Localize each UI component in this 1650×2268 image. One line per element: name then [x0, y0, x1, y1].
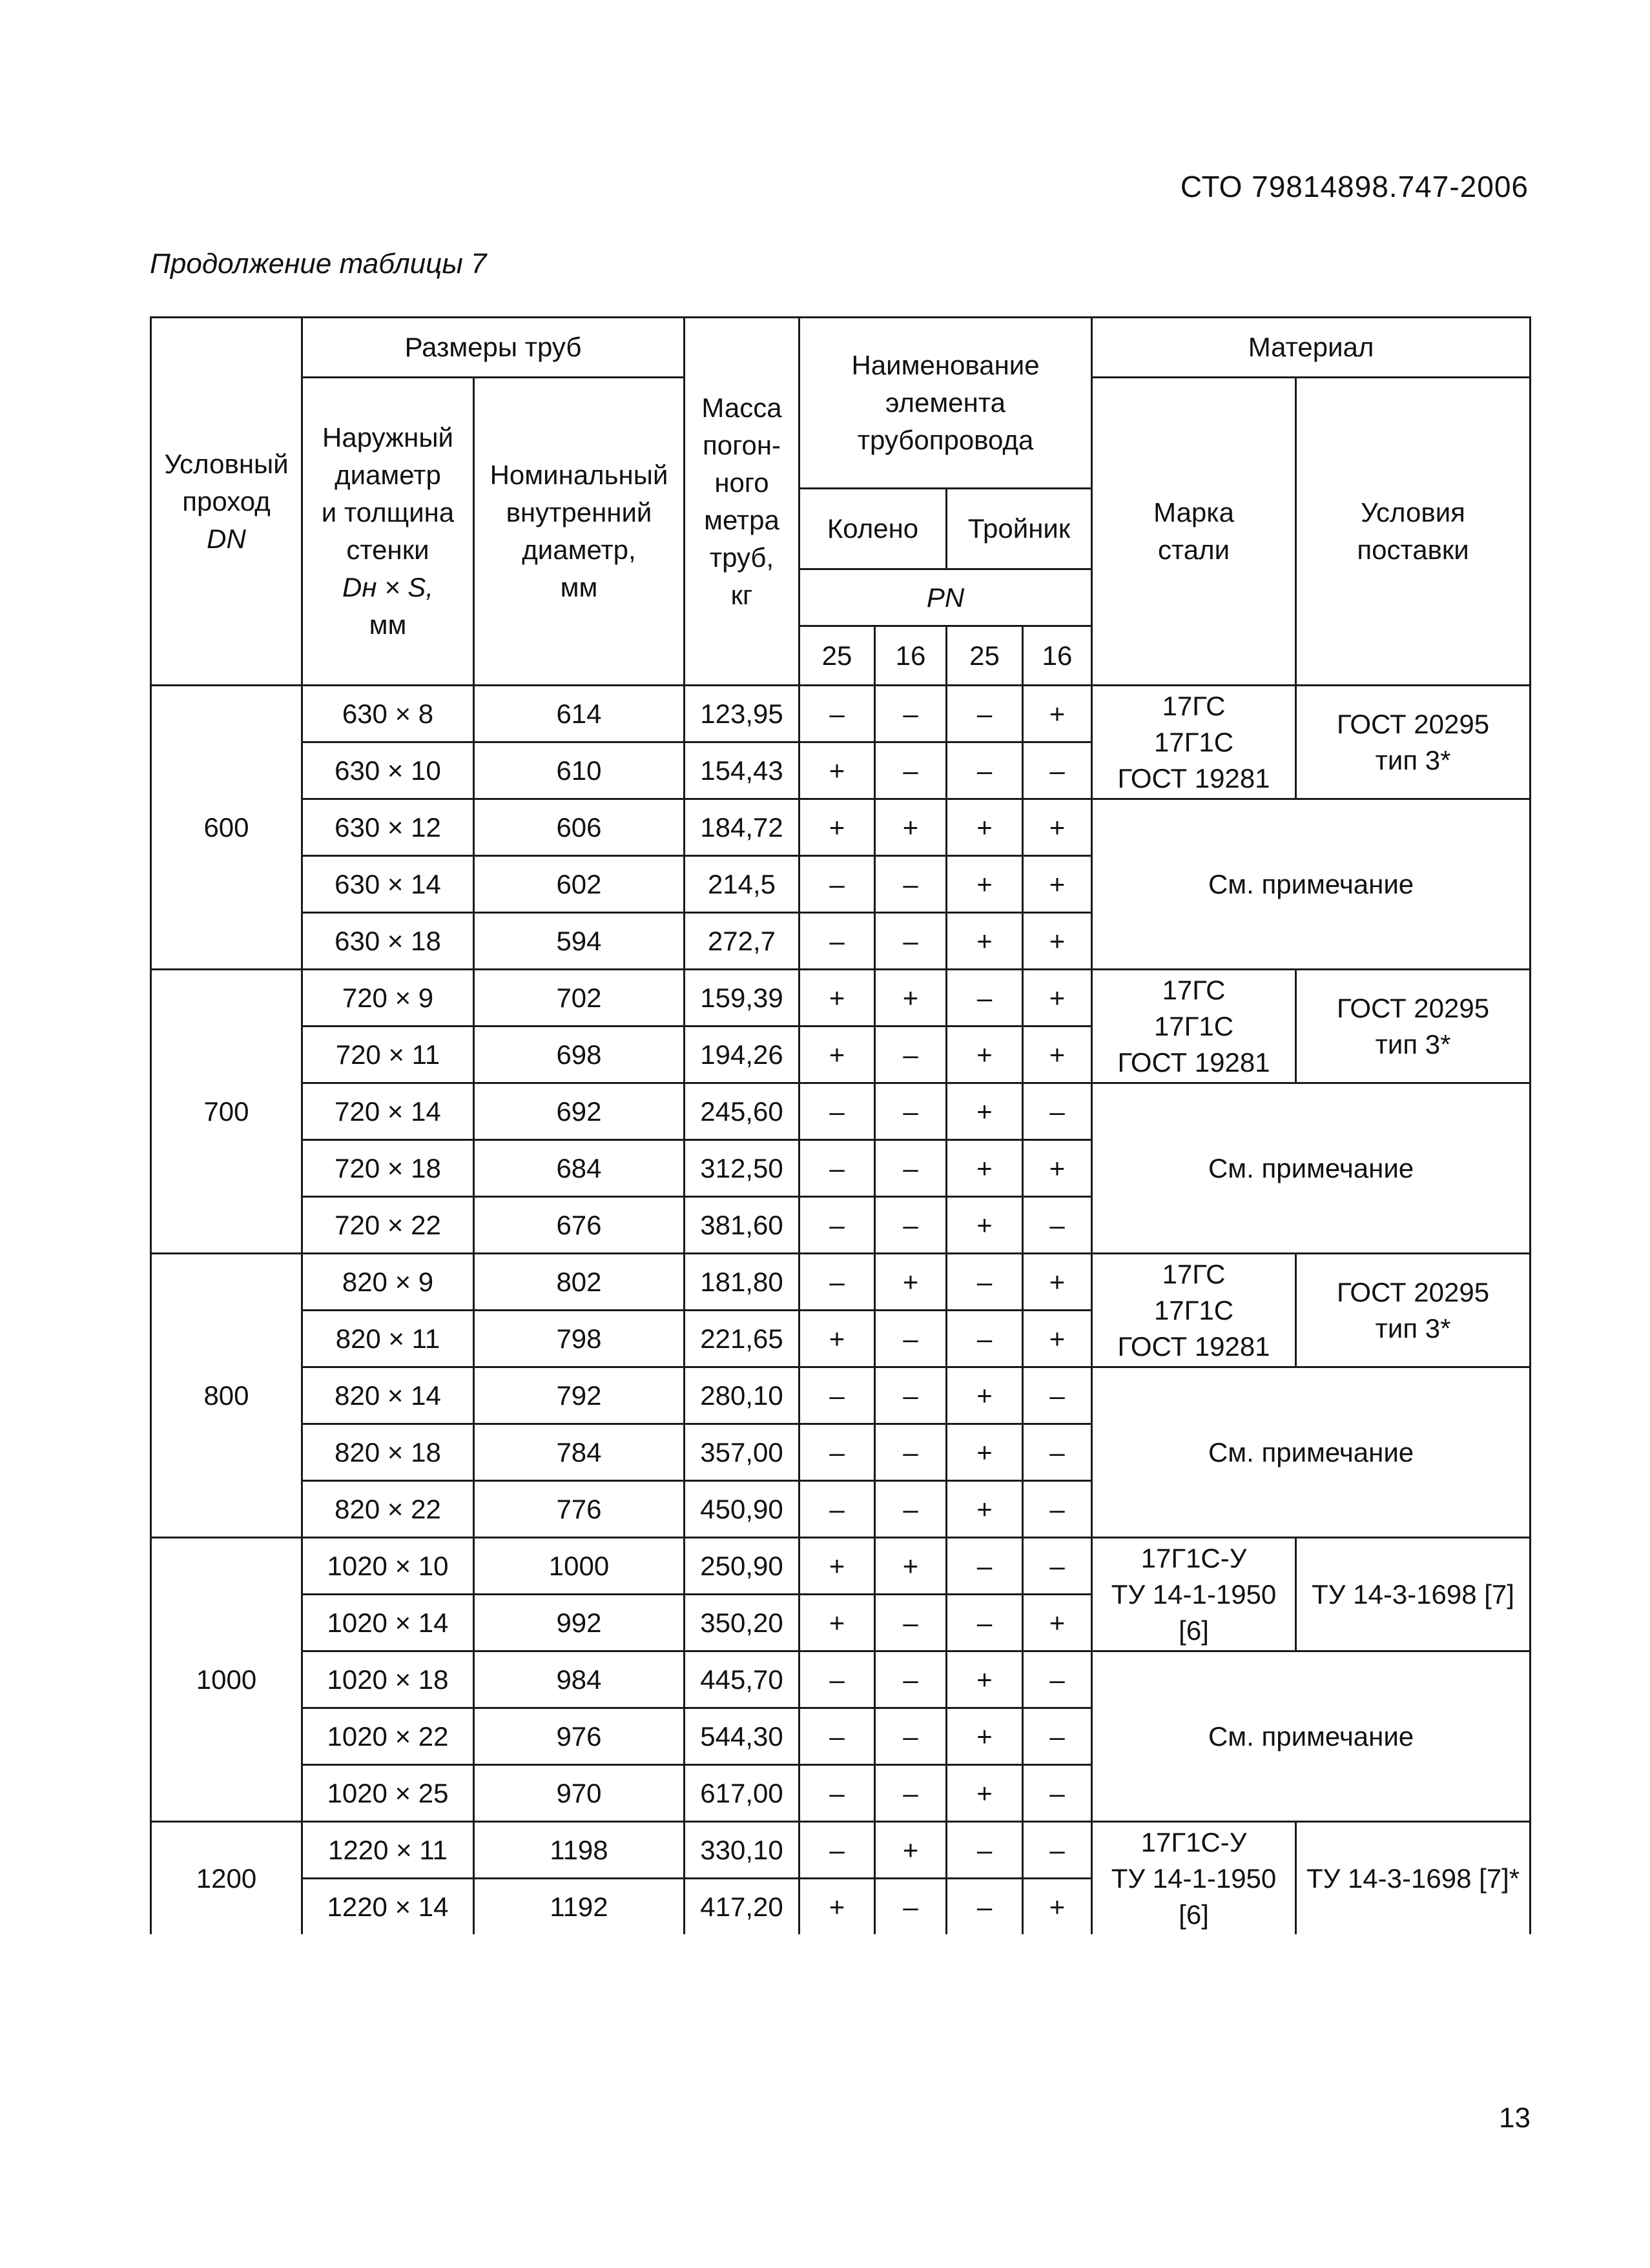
outer-size-cell: 630 × 18 [302, 913, 474, 970]
element-mark-cell: + [875, 1822, 947, 1879]
outer-size-cell: 720 × 18 [302, 1140, 474, 1197]
element-mark-cell: – [799, 686, 875, 742]
note-cell: См. примечание [1092, 1367, 1531, 1538]
dn-cell: 700 [151, 970, 302, 1254]
mass-cell: 159,39 [685, 970, 799, 1027]
element-mark-cell: + [947, 1481, 1023, 1538]
outer-size-cell: 820 × 22 [302, 1481, 474, 1538]
element-mark-cell: – [875, 1311, 947, 1367]
document-code: СТО 79814898.747-2006 [1180, 170, 1529, 203]
table-caption: Продолжение таблицы 7 [150, 248, 487, 280]
note-cell: См. примечание [1092, 1651, 1531, 1822]
element-mark-cell: + [947, 1140, 1023, 1197]
table-row [151, 1822, 1531, 1879]
element-mark-cell: + [947, 1765, 1023, 1822]
element-mark-cell: + [1023, 970, 1092, 1027]
table-row [151, 1538, 1531, 1595]
table-row [151, 1254, 1531, 1311]
element-mark-cell: – [947, 686, 1023, 742]
outer-size-cell: 630 × 8 [302, 686, 474, 742]
header-pipe-sizes: Размеры труб [302, 318, 685, 378]
element-mark-cell: – [799, 1197, 875, 1254]
inner-diameter-cell: 698 [474, 1027, 685, 1083]
inner-diameter-cell: 614 [474, 686, 685, 742]
mass-cell: 417,20 [685, 1879, 799, 1935]
element-mark-cell: – [799, 1765, 875, 1822]
element-mark-cell: + [875, 1254, 947, 1311]
outer-size-cell: 1220 × 11 [302, 1822, 474, 1879]
element-mark-cell: – [799, 1651, 875, 1708]
outer-size-cell: 820 × 11 [302, 1311, 474, 1367]
outer-size-cell: 1020 × 25 [302, 1765, 474, 1822]
element-mark-cell: + [875, 799, 947, 856]
inner-diameter-cell: 602 [474, 856, 685, 913]
header-pn: PN [799, 569, 1092, 626]
element-mark-cell: – [875, 1595, 947, 1651]
outer-size-cell: 720 × 11 [302, 1027, 474, 1083]
supply-conditions-cell: ГОСТ 20295 тип 3* [1296, 1254, 1531, 1367]
element-mark-cell: – [947, 1595, 1023, 1651]
header-inner: Номинальный внутренний диаметр, мм [474, 378, 685, 686]
outer-size-cell: 720 × 22 [302, 1197, 474, 1254]
element-mark-cell: – [875, 1424, 947, 1481]
inner-diameter-cell: 702 [474, 970, 685, 1027]
header-elbow: Колено [799, 489, 947, 569]
element-mark-cell: + [1023, 913, 1092, 970]
element-mark-cell: – [875, 1367, 947, 1424]
element-mark-cell: – [1023, 1765, 1092, 1822]
element-mark-cell: + [1023, 1254, 1092, 1311]
element-mark-cell: – [875, 1027, 947, 1083]
element-mark-cell: – [947, 1254, 1023, 1311]
inner-diameter-cell: 594 [474, 913, 685, 970]
element-mark-cell: – [799, 1083, 875, 1140]
supply-conditions-cell: ГОСТ 20295 тип 3* [1296, 970, 1531, 1083]
table-header [151, 318, 1531, 686]
element-mark-cell: + [1023, 856, 1092, 913]
element-mark-cell: – [875, 686, 947, 742]
element-mark-cell: + [947, 856, 1023, 913]
inner-diameter-cell: 784 [474, 1424, 685, 1481]
header-pn-value: 25 [799, 626, 875, 686]
outer-size-cell: 1020 × 10 [302, 1538, 474, 1595]
element-mark-cell: – [1023, 1481, 1092, 1538]
header-dn: Условный проход DN [151, 318, 302, 686]
element-mark-cell: + [875, 1538, 947, 1595]
element-mark-cell: – [799, 856, 875, 913]
element-mark-cell: – [947, 1879, 1023, 1935]
outer-size-cell: 820 × 14 [302, 1367, 474, 1424]
element-mark-cell: + [799, 1538, 875, 1595]
mass-cell: 194,26 [685, 1027, 799, 1083]
table-body [151, 686, 1531, 1935]
steel-grade-cell: 17ГС 17Г1С ГОСТ 19281 [1092, 686, 1296, 799]
element-mark-cell: + [947, 1027, 1023, 1083]
inner-diameter-cell: 976 [474, 1708, 685, 1765]
mass-cell: 272,7 [685, 913, 799, 970]
note-cell: См. примечание [1092, 1083, 1531, 1254]
element-mark-cell: – [875, 1481, 947, 1538]
mass-cell: 154,43 [685, 742, 799, 799]
mass-cell: 123,95 [685, 686, 799, 742]
element-mark-cell: – [799, 1254, 875, 1311]
steel-grade-cell: 17ГС 17Г1С ГОСТ 19281 [1092, 1254, 1296, 1367]
element-mark-cell: – [947, 1311, 1023, 1367]
table-row [151, 686, 1531, 742]
page-number: 13 [1499, 2102, 1531, 2134]
mass-cell: 350,20 [685, 1595, 799, 1651]
header-supply: Условия поставки [1296, 378, 1531, 686]
element-mark-cell: – [875, 742, 947, 799]
element-mark-cell: – [875, 1765, 947, 1822]
inner-diameter-cell: 692 [474, 1083, 685, 1140]
element-mark-cell: – [799, 1367, 875, 1424]
header-pn-value: 16 [1023, 626, 1092, 686]
element-mark-cell: – [947, 1538, 1023, 1595]
dn-cell: 1000 [151, 1538, 302, 1822]
element-mark-cell: + [799, 1027, 875, 1083]
element-mark-cell: + [799, 1311, 875, 1367]
element-mark-cell: + [947, 1367, 1023, 1424]
element-mark-cell: – [875, 1197, 947, 1254]
mass-cell: 280,10 [685, 1367, 799, 1424]
element-mark-cell: – [947, 742, 1023, 799]
element-mark-cell: + [799, 970, 875, 1027]
element-mark-cell: + [947, 1197, 1023, 1254]
element-mark-cell: – [875, 1708, 947, 1765]
element-mark-cell: – [799, 1140, 875, 1197]
element-mark-cell: – [875, 1140, 947, 1197]
inner-diameter-cell: 992 [474, 1595, 685, 1651]
element-mark-cell: – [1023, 1083, 1092, 1140]
element-mark-cell: + [799, 1595, 875, 1651]
inner-diameter-cell: 676 [474, 1197, 685, 1254]
element-mark-cell: + [1023, 1027, 1092, 1083]
inner-diameter-cell: 984 [474, 1651, 685, 1708]
element-mark-cell: + [1023, 686, 1092, 742]
element-mark-cell: – [875, 913, 947, 970]
steel-grade-cell: 17ГС 17Г1С ГОСТ 19281 [1092, 970, 1296, 1083]
element-mark-cell: – [1023, 1651, 1092, 1708]
mass-cell: 544,30 [685, 1708, 799, 1765]
outer-size-cell: 820 × 18 [302, 1424, 474, 1481]
mass-cell: 330,10 [685, 1822, 799, 1879]
inner-diameter-cell: 1192 [474, 1879, 685, 1935]
element-mark-cell: – [799, 1822, 875, 1879]
mass-cell: 312,50 [685, 1140, 799, 1197]
supply-conditions-cell: ТУ 14-3-1698 [7] [1296, 1538, 1531, 1651]
outer-size-cell: 1020 × 22 [302, 1708, 474, 1765]
steel-grade-cell: 17Г1С-У ТУ 14-1-1950 [6] [1092, 1822, 1296, 1935]
outer-size-cell: 630 × 14 [302, 856, 474, 913]
element-mark-cell: – [875, 1651, 947, 1708]
mass-cell: 245,60 [685, 1083, 799, 1140]
supply-conditions-cell: ГОСТ 20295 тип 3* [1296, 686, 1531, 799]
element-mark-cell: + [799, 1879, 875, 1935]
element-mark-cell: – [799, 1708, 875, 1765]
element-mark-cell: – [1023, 1822, 1092, 1879]
header-pn-value: 16 [875, 626, 947, 686]
header-steel: Марка стали [1092, 378, 1296, 686]
table-row [151, 970, 1531, 1027]
element-mark-cell: – [1023, 1367, 1092, 1424]
inner-diameter-cell: 792 [474, 1367, 685, 1424]
element-mark-cell: + [1023, 799, 1092, 856]
table-row [151, 1083, 1531, 1140]
element-mark-cell: – [799, 913, 875, 970]
dn-cell: 800 [151, 1254, 302, 1538]
header-element: Наименование элемента трубопровода [799, 318, 1092, 489]
inner-diameter-cell: 606 [474, 799, 685, 856]
mass-cell: 445,70 [685, 1651, 799, 1708]
steel-grade-cell: 17Г1С-У ТУ 14-1-1950 [6] [1092, 1538, 1296, 1651]
header-outer: Наружный диаметр и толщина стенки Dн × S, мм [302, 378, 474, 686]
element-mark-cell: – [947, 970, 1023, 1027]
element-mark-cell: – [875, 856, 947, 913]
outer-size-cell: 630 × 12 [302, 799, 474, 856]
element-mark-cell: – [1023, 742, 1092, 799]
element-mark-cell: – [875, 1879, 947, 1935]
mass-cell: 357,00 [685, 1424, 799, 1481]
mass-cell: 250,90 [685, 1538, 799, 1595]
mass-cell: 617,00 [685, 1765, 799, 1822]
dn-cell: 1200 [151, 1822, 302, 1935]
element-mark-cell: – [947, 1822, 1023, 1879]
mass-cell: 221,65 [685, 1311, 799, 1367]
inner-diameter-cell: 970 [474, 1765, 685, 1822]
table-row [151, 1367, 1531, 1424]
inner-diameter-cell: 798 [474, 1311, 685, 1367]
element-mark-cell: + [947, 799, 1023, 856]
inner-diameter-cell: 1000 [474, 1538, 685, 1595]
element-mark-cell: + [1023, 1879, 1092, 1935]
mass-cell: 181,80 [685, 1254, 799, 1311]
outer-size-cell: 720 × 14 [302, 1083, 474, 1140]
header-tee: Тройник [947, 489, 1092, 569]
element-mark-cell: – [1023, 1197, 1092, 1254]
mass-cell: 450,90 [685, 1481, 799, 1538]
outer-size-cell: 720 × 9 [302, 970, 474, 1027]
pipe-table [150, 316, 1531, 1934]
element-mark-cell: + [947, 1424, 1023, 1481]
outer-size-cell: 1020 × 18 [302, 1651, 474, 1708]
table-row [151, 1651, 1531, 1708]
element-mark-cell: – [1023, 1424, 1092, 1481]
mass-cell: 184,72 [685, 799, 799, 856]
element-mark-cell: + [1023, 1595, 1092, 1651]
outer-size-cell: 630 × 10 [302, 742, 474, 799]
element-mark-cell: + [947, 1708, 1023, 1765]
header-pn-value: 25 [947, 626, 1023, 686]
element-mark-cell: + [947, 913, 1023, 970]
mass-cell: 381,60 [685, 1197, 799, 1254]
outer-size-cell: 1220 × 14 [302, 1879, 474, 1935]
element-mark-cell: + [947, 1083, 1023, 1140]
mass-cell: 214,5 [685, 856, 799, 913]
element-mark-cell: – [799, 1424, 875, 1481]
note-cell: См. примечание [1092, 799, 1531, 970]
supply-conditions-cell: ТУ 14-3-1698 [7]* [1296, 1822, 1531, 1935]
element-mark-cell: – [875, 1083, 947, 1140]
inner-diameter-cell: 802 [474, 1254, 685, 1311]
element-mark-cell: + [1023, 1311, 1092, 1367]
element-mark-cell: + [875, 970, 947, 1027]
outer-size-cell: 820 × 9 [302, 1254, 474, 1311]
inner-diameter-cell: 610 [474, 742, 685, 799]
element-mark-cell: + [1023, 1140, 1092, 1197]
element-mark-cell: + [799, 799, 875, 856]
dn-cell: 600 [151, 686, 302, 970]
element-mark-cell: + [947, 1651, 1023, 1708]
inner-diameter-cell: 1198 [474, 1822, 685, 1879]
element-mark-cell: + [799, 742, 875, 799]
element-mark-cell: – [1023, 1708, 1092, 1765]
element-mark-cell: – [799, 1481, 875, 1538]
outer-size-cell: 1020 × 14 [302, 1595, 474, 1651]
header-material: Материал [1092, 318, 1531, 378]
element-mark-cell: – [1023, 1538, 1092, 1595]
inner-diameter-cell: 776 [474, 1481, 685, 1538]
header-mass: Масса погон- ного метра труб, кг [685, 318, 799, 686]
inner-diameter-cell: 684 [474, 1140, 685, 1197]
table-row [151, 799, 1531, 856]
